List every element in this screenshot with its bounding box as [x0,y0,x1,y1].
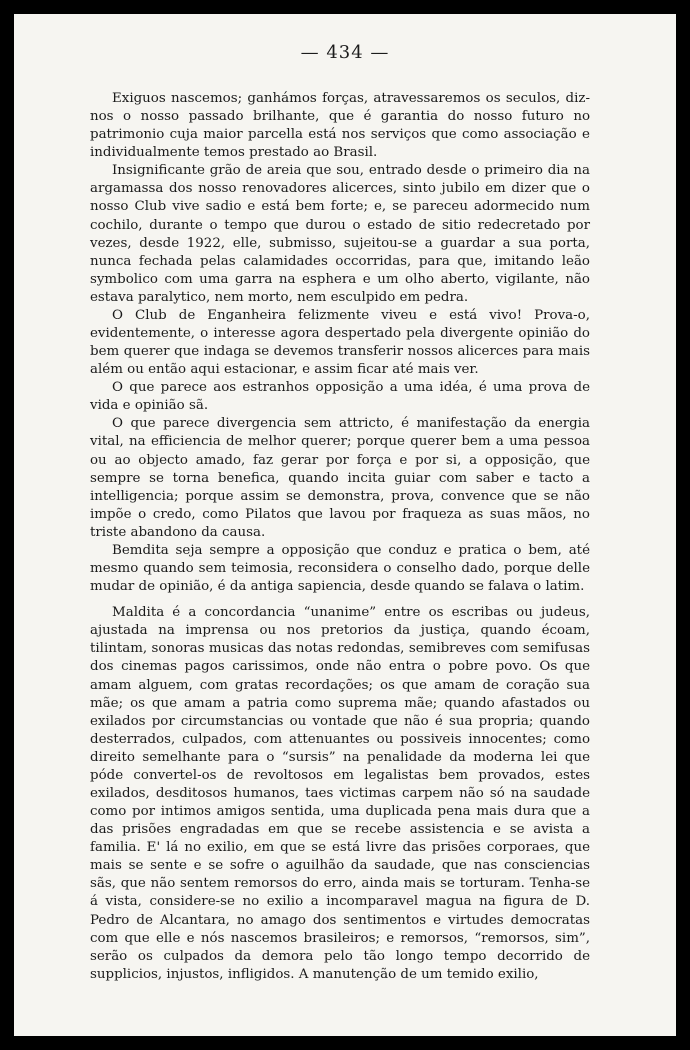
paragraph: Maldita é a concordancia “unanime” entre os escribas ou judeus, ajustada na imprensa ou nos pretorios da justiça, quando écoam, tilintam, sonoras musicas das notas redondas, semibreves com semifusas dos cinemas pagos carissimos, onde não entra o pobre povo. Os que amam alguem, com gratas recordações; os que amam de coração sua mãe; os que amam a patria como suprema mãe; quando afastados ou exilados por circumstancias ou vontade que não é sua propria; quando desterrados, culpados, com attenuantes ou possiveis innocentes; como direito semelhante para o “sursis” na penalidade da moderna lei que póde convertel-os de revoltosos em legalistas bem provados, estes exilados, desditosos humanos, taes victimas carpem não só na saudade como por intimos amigos sentida, uma duplicada pena mais dura que a das prisões engradadas em que se recebe assistencia e se avista a familia. E' lá no exilio, em que se está livre das prisões corporaes, que mais se sente e se sofre o aguilhão da saudade, que nas consciencias sãs, que não sentem remorsos do erro, ainda mais se torturam. Tenha-se á vista, considere-se no exilio a incomparavel magua na figura de D. Pedro de Alcantara, no amago dos sentimentos e virtudes democratas com que elle e nós nascemos brasileiros; e remorsos, “remorsos, sim”, serão os culpados da demora pelo tão longo tempo decorrido de supplicios, injustos, infligidos. A manutenção de um temido exilio, [90,605,590,982]
paragraph: Bemdita seja sempre a opposição que conduz e pratica o bem, até mesmo quando sem teimosia, reconsidera o conselho dado, porque delle mudar de opinião, é da antiga sapiencia, desde quando se falava o latim. [90,542,590,595]
paragraph: Insignificante grão de areia que sou, entrado desde o primeiro dia na argamassa dos nosso renovadores alicerces, sinto jubilo em dizer que o nosso Club vive sadio e está bem forte; e, se pareceu adormecido num cochilo, durante o tempo que durou o estado de sitio redecretado por vezes, desde 1922, elle, submisso, sujeitou-se a guardar a sua porta, nunca fechada pelas calamidades occorridas, para que, imitando leão symbolico com uma garra na esphera e um olho aberto, vigilante, não estava paralytico, nem morto, nem esculpido em pedra. [90,163,590,305]
page-number: — 434 — [300,42,390,63]
body-text [90,90,590,984]
paragraph: O Club de Enganheira felizmente viveu e está vivo! Prova-o, evidentemente, o interesse agora despertado pela divergente opinião do bem querer que indaga se devemos transferir nossos alicerces para mais além ou então aqui estacionar, e assim ficar até mais ver. [90,307,590,378]
paragraph: O que parece divergencia sem attricto, é manifestação da energia vital, na efficiencia de melhor querer; porque querer bem a uma pessoa ou ao objecto amado, faz gerar por força e por si, a opposição, que sempre se torna benefica, quando incita guiar com saber e tacto a intelligencia; porque assim se demonstra, prova, convence que se não impõe o credo, como Pilatos que lavou por fraqueza as suas mãos, no triste abandono da causa. [90,416,590,540]
paragraph: Exiguos nascemos; ganhámos forças, atravessaremos os seculos, diz-nos o nosso passado brilhante, que é garantia do nosso futuro no patrimonio cuja maior parcella está nos serviços que como associação e individualmente temos prestado ao Brasil. [90,91,590,161]
scanned-page [14,14,676,1036]
paragraph: O que parece aos estranhos opposição a uma idéa, é uma prova de vida e opinião sã. [90,380,590,414]
